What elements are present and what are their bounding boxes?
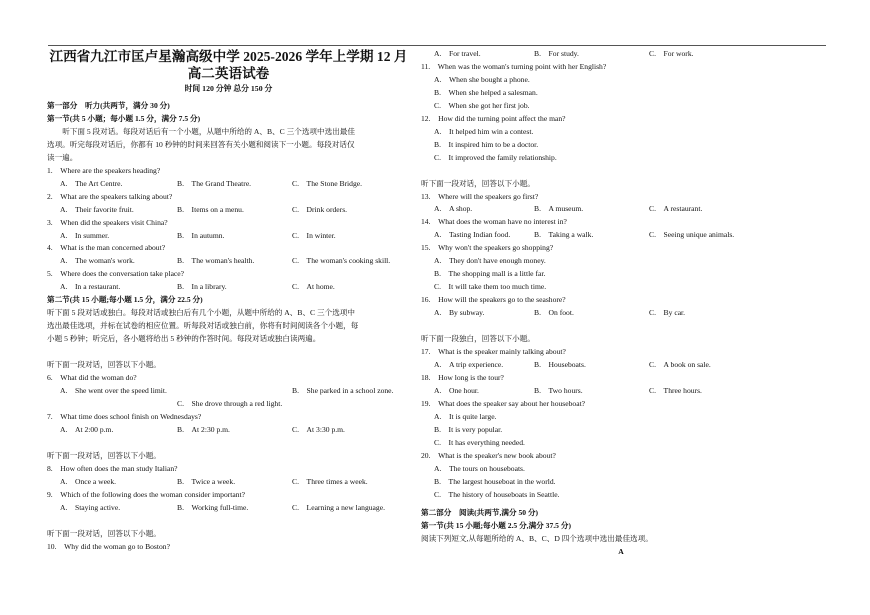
option-c: C. At home.	[292, 282, 335, 292]
option-b: B. Twice a week.	[177, 476, 236, 486]
options	[47, 502, 410, 515]
options	[421, 229, 821, 242]
listen-prompt: 听下面一段对话，回答以下小题。	[47, 450, 161, 460]
question-text: 8. How often does the man study Italian?	[47, 463, 178, 473]
option-a: A. Their favorite fruit.	[60, 204, 134, 214]
listen-prompt: 听下面一段对话，回答以下小题。	[47, 528, 161, 538]
listen-prompt: 听下面一段对话，回答以下小题。	[421, 178, 535, 188]
option-a: A. By subway.	[434, 308, 485, 318]
option-c: C. When she got her first job.	[434, 100, 530, 110]
option-c: C. Three hours.	[649, 385, 702, 395]
option-b: B. In a library.	[177, 282, 227, 292]
option-a: A. In a restaurant.	[60, 282, 121, 292]
option-c: C. For work.	[649, 49, 694, 58]
option-b: B. The shopping mall is a little far.	[434, 269, 546, 279]
question-text: 2. What are the speakers talking about?	[47, 191, 173, 201]
question-text: 3. When did the speakers visit China?	[47, 217, 168, 227]
option-b: B. The largest houseboat in the world.	[434, 476, 556, 486]
option-a: A. The tours on houseboats.	[434, 463, 525, 473]
option-b: B. She parked in a school zone.	[292, 386, 394, 396]
option-c: C. It has everything needed.	[434, 437, 525, 447]
option-b: B. On foot.	[534, 308, 574, 318]
options-row2	[47, 398, 410, 411]
options	[47, 424, 410, 437]
option-c: C. In winter.	[292, 230, 336, 240]
option-a: A. At 2:00 p.m.	[60, 424, 114, 434]
question-15	[421, 242, 821, 294]
option-b: B. A museum.	[534, 204, 584, 214]
question-text: 6. What did the woman do?	[47, 373, 137, 383]
exam-meta: 时间 120 分钟 总分 150 分	[184, 84, 273, 93]
exam-title-line2: 高二英语试卷	[187, 66, 270, 81]
option-c: C. By car.	[649, 308, 686, 318]
section1-instruction: 选项。听完每段对话后，你都有 10 秒钟的时间来回答有关小题和阅读下一小题。每段对话仅	[47, 139, 355, 149]
question-19	[421, 398, 821, 450]
listen-prompt: 听下面一段独白，回答以下小题。	[421, 334, 535, 344]
top-rule	[48, 45, 826, 46]
option-c: C. The woman's cooking skill.	[292, 256, 391, 266]
question-text: 13. Where will the speakers go first?	[421, 191, 539, 201]
option-c: C. A restaurant.	[649, 204, 703, 214]
passage-label: A	[618, 547, 624, 557]
question-11	[421, 61, 821, 113]
option-c: C. Three times a week.	[292, 476, 368, 486]
option-a: A. When she bought a phone.	[434, 74, 530, 84]
option-c: C. She drove through a red light.	[177, 398, 283, 408]
option-b: B. Houseboats.	[534, 359, 586, 369]
question-10-options	[421, 48, 821, 61]
section2-heading: 第二节(共 15 小题;每小题 1.5 分，满分 22.5 分)	[47, 295, 203, 305]
question-17	[421, 346, 821, 372]
options	[421, 385, 821, 398]
option-a: A. They don't have enough money.	[434, 256, 546, 266]
question-text: 19. What does the speaker say about her houseboat?	[421, 398, 586, 408]
option-c: C. Learning a new language.	[292, 502, 385, 512]
question-1	[47, 165, 410, 191]
option-a: A. She went over the speed limit.	[60, 386, 167, 396]
option-a: A. It helped him win a contest.	[434, 126, 534, 136]
option-a: A. For travel.	[434, 49, 481, 58]
question-3	[47, 217, 410, 243]
option-b: B. In autumn.	[177, 230, 225, 240]
question-text: 12. How did the turning point affect the man?	[421, 113, 566, 123]
question-8	[47, 463, 410, 489]
option-a: A. The Art Centre.	[60, 178, 123, 188]
option-b: B. At 2:30 p.m.	[177, 424, 230, 434]
question-20	[421, 450, 821, 502]
section2-instruction: 小题 5 秒钟；听完后，各小题将给出 5 秒钟的作答时间。每段对话或独白读两遍。	[47, 334, 321, 344]
question-10-text: 10. Why did the woman go to Boston?	[47, 541, 170, 551]
question-text: 7. What time does school finish on Wednesdays?	[47, 411, 202, 421]
part2-instruction: 阅读下列短文,从每题所给的 A、B、C、D 四个选项中选出最佳选项。	[421, 534, 653, 544]
section1-instruction: 读一遍。	[47, 152, 78, 162]
option-c: C. It improved the family relationship.	[434, 152, 557, 162]
option-c: C. Seeing unique animals.	[649, 230, 735, 240]
option-b: B. When she helped a salesman.	[434, 87, 538, 97]
question-text: 17. What is the speaker mainly talking about?	[421, 347, 566, 357]
options	[47, 281, 410, 294]
section2-instruction: 选出最佳选项，并标在试卷的相应位置。听每段对话或独白前，你将有时间阅读各个小题，每	[47, 321, 359, 331]
option-c: C. A book on sale.	[649, 359, 711, 369]
option-a: A. In summer.	[60, 230, 110, 240]
question-14	[421, 216, 821, 242]
question-16	[421, 294, 821, 320]
options	[47, 476, 410, 489]
option-b: B. It inspired him to be a doctor.	[434, 139, 539, 149]
question-text: 16. How will the speakers go to the seashore?	[421, 295, 566, 305]
part2-heading: 第二部分 阅读(共两节,满分 50 分)	[421, 508, 539, 518]
question-4	[47, 242, 410, 268]
question-2	[47, 191, 410, 217]
options	[47, 178, 410, 191]
option-b: B. Items on a menu.	[177, 204, 244, 214]
option-b: B. Taking a walk.	[534, 230, 594, 240]
option-b: B. It is very popular.	[434, 424, 503, 434]
question-text: 1. Where are the speakers heading?	[47, 165, 161, 175]
option-a: A. Tasting Indian food.	[434, 230, 511, 240]
option-a: A. Once a week.	[60, 476, 117, 486]
left-column	[47, 48, 410, 554]
option-b: B. The Grand Theatre.	[177, 178, 252, 188]
option-b: B. For study.	[534, 49, 579, 58]
question-text: 4. What is the man concerned about?	[47, 243, 166, 253]
option-b: B. Working full-time.	[177, 502, 249, 512]
option-c: C. Drink orders.	[292, 204, 348, 214]
question-text: 14. What does the woman have no interest in?	[421, 217, 567, 227]
question-6	[47, 372, 410, 411]
options	[421, 307, 821, 320]
question-text: 11. When was the woman's turning point with her English?	[421, 61, 607, 71]
question-7	[47, 411, 410, 437]
question-text: 15. Why won't the speakers go shopping?	[421, 243, 554, 253]
part2-section1-heading: 第一节(共 15 小题;每小题 2.5 分,满分 37.5 分)	[421, 521, 571, 531]
options	[421, 203, 821, 216]
part1-heading: 第一部分 听力(共两节，满分 30 分)	[47, 101, 170, 110]
question-text: 5. Where does the conversation take place?	[47, 269, 185, 279]
options	[47, 204, 410, 217]
question-text: 9. Which of the following does the woman consider important?	[47, 489, 246, 499]
option-c: C. The Stone Bridge.	[292, 178, 363, 188]
option-c: C. It will take them too much time.	[434, 282, 547, 292]
options	[47, 230, 410, 243]
options	[421, 359, 821, 372]
listen-prompt: 听下面一段对话，回答以下小题。	[47, 360, 161, 370]
option-a: A. One hour.	[434, 385, 479, 395]
section1-instruction: 听下面 5 段对话。每段对话后有一个小题，从题中所给的 A、B、C 三个选项中选出最佳	[62, 126, 355, 136]
exam-title: 江西省九江市匡卢星瀚高级中学 2025-2026 学年上学期 12 月	[49, 49, 408, 64]
option-c: C. The history of houseboats in Seattle.	[434, 489, 560, 499]
options	[47, 255, 410, 268]
options	[47, 385, 410, 398]
right-column	[421, 48, 821, 559]
question-12	[421, 113, 821, 165]
option-a: A. A trip experience.	[434, 359, 504, 369]
option-b: B. The woman's health.	[177, 256, 255, 266]
question-text: 20. What is the speaker's new book about?	[421, 450, 556, 460]
question-13	[421, 191, 821, 217]
option-a: A. It is quite large.	[434, 411, 497, 421]
option-a: A. Staying active.	[60, 502, 121, 512]
question-18	[421, 372, 821, 398]
option-b: B. Two hours.	[534, 385, 583, 395]
section1-heading: 第一节(共 5 小题；每小题 1.5 分，满分 7.5 分)	[47, 113, 201, 123]
option-c: C. At 3:30 p.m.	[292, 424, 345, 434]
option-a: A. A shop.	[434, 204, 473, 214]
question-text: 18. How long is the tour?	[421, 372, 504, 382]
option-a: A. The woman's work.	[60, 256, 135, 266]
section2-instruction: 听下面 5 段对话或独白。每段对话或独白后有几个小题，从题中所给的 A、B、C 三个选项中	[47, 308, 355, 318]
question-5	[47, 268, 410, 294]
question-9	[47, 489, 410, 515]
